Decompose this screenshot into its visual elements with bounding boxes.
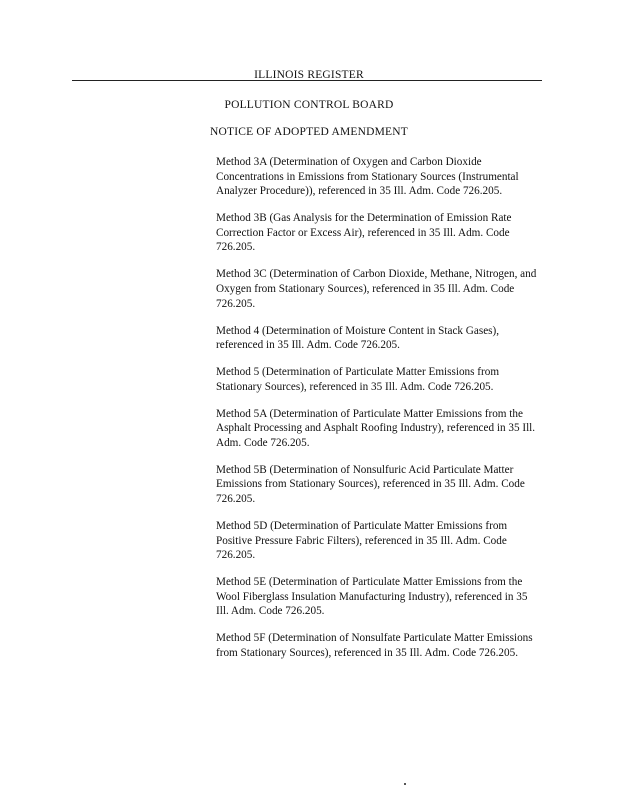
method-entry-5a: Method 5A (Determination of Particulate Matter Emissions from the Asphalt Processing and Asphalt Roofing Industry), referenced in 35 Ill. Adm. Code 726.205. xyxy=(216,407,536,449)
method-entry-5: Method 5 (Determination of Particulate Matter Emissions from Stationary Sources), referenced in 35 Ill. Adm. Code 726.205. xyxy=(216,366,500,393)
header-divider xyxy=(72,80,542,81)
method-entry-5f: Method 5F (Determination of Nonsulfate Particulate Matter Emissions from Stationary Sources), referenced in 35 Ill. Adm. Code 726.205. xyxy=(216,632,533,659)
method-entry-3a: Method 3A (Determination of Oxygen and Carbon Dioxide Concentrations in Emissions from Stationary Sources (Instrumental Analyzer Procedure)), referenced in 35 Ill. Adm. Code 726.205. xyxy=(216,156,519,198)
method-entry-4: Method 4 (Determination of Moisture Content in Stack Gases), referenced in 35 Ill. Adm. Code 726.205. xyxy=(216,324,500,352)
register-title: ILLINOIS REGISTER xyxy=(254,69,364,81)
notice-heading: NOTICE OF ADOPTED AMENDMENT xyxy=(209,126,409,138)
method-entry-3b: Method 3B (Gas Analysis for the Determination of Emission Rate Correction Factor or Excess Air), referenced in 35 Ill. Adm. Code 726.205. xyxy=(216,212,512,254)
method-list xyxy=(216,155,542,673)
agency-name: POLLUTION CONTROL BOARD xyxy=(224,99,394,111)
footer-mark xyxy=(404,783,406,785)
method-entry-3c: Method 3C (Determination of Carbon Dioxide, Methane, Nitrogen, and Oxygen from Stationary Sources), referenced in 35 Ill. Adm. Code 726.205. xyxy=(216,268,537,310)
method-entry-5b: Method 5B (Determination of Nonsulfuric Acid Particulate Matter Emissions from Stationary Sources), referenced in 35 Ill. Adm. Code 726.205. xyxy=(216,463,525,506)
method-entry-5d: Method 5D (Determination of Particulate Matter Emissions from Positive Pressure Fabric Filters), referenced in 35 Ill. Adm. Code 726.205. xyxy=(216,520,508,562)
method-entry-5e: Method 5E (Determination of Particulate Matter Emissions from the Wool Fiberglass Insulation Manufacturing Industry), referenced in 35 Ill. Adm. Code 726.205. xyxy=(216,576,528,618)
